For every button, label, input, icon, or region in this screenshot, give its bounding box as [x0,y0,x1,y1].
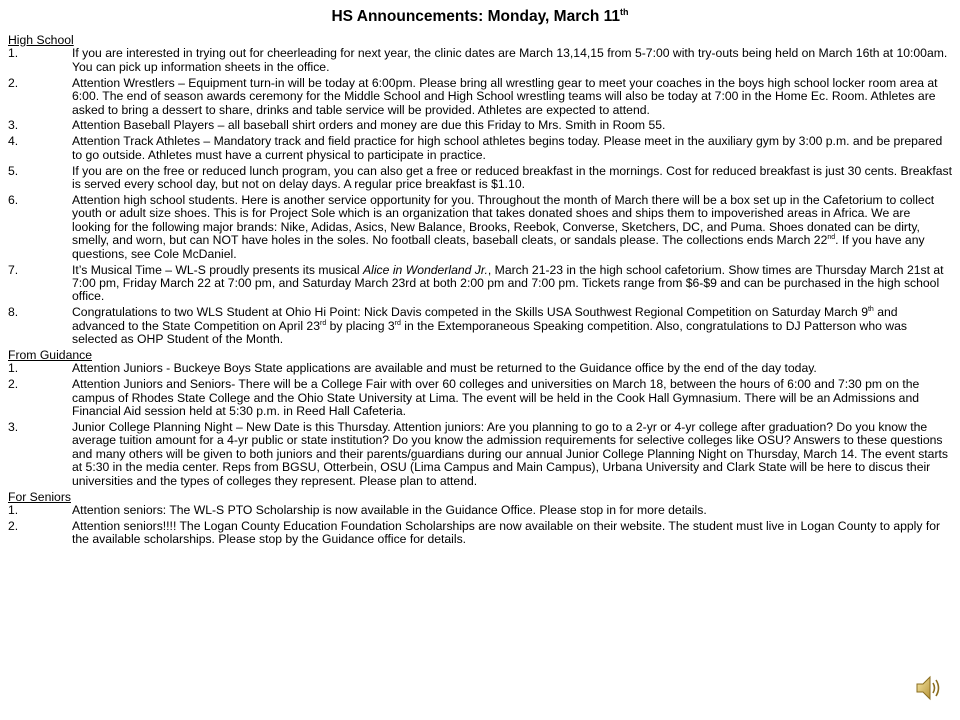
announcement-item [8,362,952,375]
text-run: Attention seniors: The WL-S PTO Scholarship is now available in the Guidance Office. Please stop in for more details. [72,502,707,517]
announcement-item [8,504,952,517]
item-number: 7. [8,262,19,277]
announcement-item [8,520,952,547]
announcements-body [8,34,952,549]
text-run: by placing 3 [326,318,395,333]
section-heading: High School [8,33,74,47]
text-run: Attention Wrestlers – Equipment turn-in will be today at 6:00pm. Please bring all wrestling gear to meet your coaches in the boys high school locker room area at 6:00. The end of season awards ceremony for the Middle School and High School wrestling teams will also be today at 7:00 in the Home Ec. Room. Athletes are asked to bring a dessert to share, drinks and table service will be provided. Athletes are expected to attend. [72,75,938,117]
announcement-item [8,306,952,346]
item-text [72,520,952,547]
text-run: Attention high school students. Here is another service opportunity for you. Throughout the month of March there will be a box set up in the Cafetorium to collect youth or adult size shoes. This is for Project Sole which is an organization that takes donated shoes and ships them to impoverished areas in Africa. We are looking for the following major brands: Nike, Adidas, Asics, New Balance, Brooks, Reebok, Converse, Sketchers, DC, and Puma. Shoes donated can be dirty, smelly, and worn, but can NOT have holes in the soles. No football cleats, baseball cleats, or sandals please. The collections ends March 22 [72,192,935,248]
item-number: 8. [8,305,19,320]
announcement-item [8,421,952,488]
item-text [72,47,952,74]
item-number: 1. [8,46,19,61]
ordinal-suffix: th [867,306,874,314]
text-run: Attention Baseball Players – all baseball shirt orders and money are due this Friday to Mrs. Smith in Room 55. [72,118,666,133]
item-number: 2. [8,377,19,392]
announcement-item [8,165,952,192]
announcement-item [8,119,952,132]
text-run: . If you have any questions, see Cole McDaniel. [72,233,925,261]
text-run: Congratulations to two WLS Student at Ohio Hi Point: Nick Davis competed in the Skills USA Southwest Regional Competition on Saturday March 9 [72,305,868,320]
announcement-item [8,135,952,162]
text-run: and advanced to the State Competition on April 23 [72,305,898,333]
item-text [72,264,952,304]
title-superscript: th [620,6,629,17]
section-heading: For Seniors [8,489,71,504]
announcement-item [8,378,952,418]
item-text [72,194,952,261]
musical-title: Alice in Wonderland Jr. [363,262,488,277]
item-text [72,306,952,346]
item-text [72,378,952,418]
item-text [72,135,952,162]
ordinal-suffix: nd [827,234,836,242]
title-text: HS Announcements: Monday, March 11 [331,8,621,25]
text-run: Attention Juniors and Seniors- There will be a College Fair with over 60 colleges and universities on March 18, between the hours of 6:00 and 7:30 pm on the campus of Rhodes State College and the Ohio State University at Lima. The event will be held in the Cook Hall Gymnasium. There will be an Admissions and Financial Aid session held at 5:30 p.m. in Reed Hall Cafeteria. [72,377,920,419]
text-run: If you are on the free or reduced lunch program, you can also get a free or reduced breakfast in the mornings. Cost for reduced breakfast is just 30 cents. Breakfast is served every school day, but not on delay days. A regular price breakfast is $1.10. [72,163,953,192]
text-run: If you are interested in trying out for cheerleading for next year, the clinic dates are March 13,14,15 from 5-7:00 with try-outs being held on March 16th at 10:00am. You can pick up information sheets in the office. [72,46,948,74]
item-number: 1. [8,361,19,376]
item-text [72,165,952,192]
text-run: Junior College Planning Night – New Date is this Thursday. Attention juniors: Are you planning to go to a 2-yr or 4-yr college after graduation? Do you know the average tuition amount for a 4-yr public or state institution? Do you know the admission requirements for selective colleges like OSU? Answers to these questions and many others will be given to both juniors and their parents/guardians during our annual Junior College Planning Night on Thursday, March 14. The event starts at 5:30 in the media center. Reps from BGSU, Otterbein, OSU (Lima Campus and Main Campus), Urbana University and Clark State will be here to discus their universities and the types of colleges they represent. Please plan to attend. [72,419,948,488]
section-heading: From Guidance [8,347,92,362]
ordinal-suffix: rd [394,319,401,327]
text-run: Attention Juniors - Buckeye Boys State applications are available and must be returned to the Guidance office by the end of the day today. [72,361,817,376]
announcement-item [8,194,952,261]
text-run: in the Extemporaneous Speaking competition. Also, congratulations to DJ Patterson who was selected as OHP Student of the Month. [72,318,907,347]
item-text [72,362,952,375]
item-number: 4. [8,134,19,149]
text-run: , March 21-23 in the high school cafetorium. Show times are Thursday March 21st at 7:00 pm, Friday March 22 at 7:00 pm, and Saturday March 23rd at both 2:00 pm and 7:00 pm. Tickets range from $6-$9 and can be purchased in the high school office. [72,262,944,304]
item-number: 3. [8,118,19,133]
item-text [72,504,952,517]
item-text [72,421,952,488]
ordinal-suffix: rd [319,319,327,327]
announcement-item [8,47,952,74]
speaker-icon[interactable] [914,673,944,703]
text-run: It’s Musical Time – WL-S proudly presents its musical [72,262,364,277]
item-number: 3. [8,419,19,434]
text-run: Attention Track Athletes – Mandatory track and field practice for high school athletes begins today. Please meet in the auxiliary gym by 3:00 p.m. and be prepared to go outside. Athletes must have a current physical to participate in practice. [72,134,943,162]
text-run: Attention seniors!!!! The Logan County Education Foundation Scholarships are now available on their website. The student must live in Logan County to apply for the available scholarships. Please stop by the Guidance office for details. [72,518,941,547]
page-title [0,0,960,34]
item-number: 1. [8,502,19,517]
item-number: 6. [8,192,19,207]
announcement-item [8,264,952,304]
item-number: 5. [8,163,19,178]
item-text [72,77,952,117]
announcement-item [8,77,952,117]
item-number: 2. [8,518,19,533]
item-number: 2. [8,75,19,90]
item-text [72,119,952,132]
